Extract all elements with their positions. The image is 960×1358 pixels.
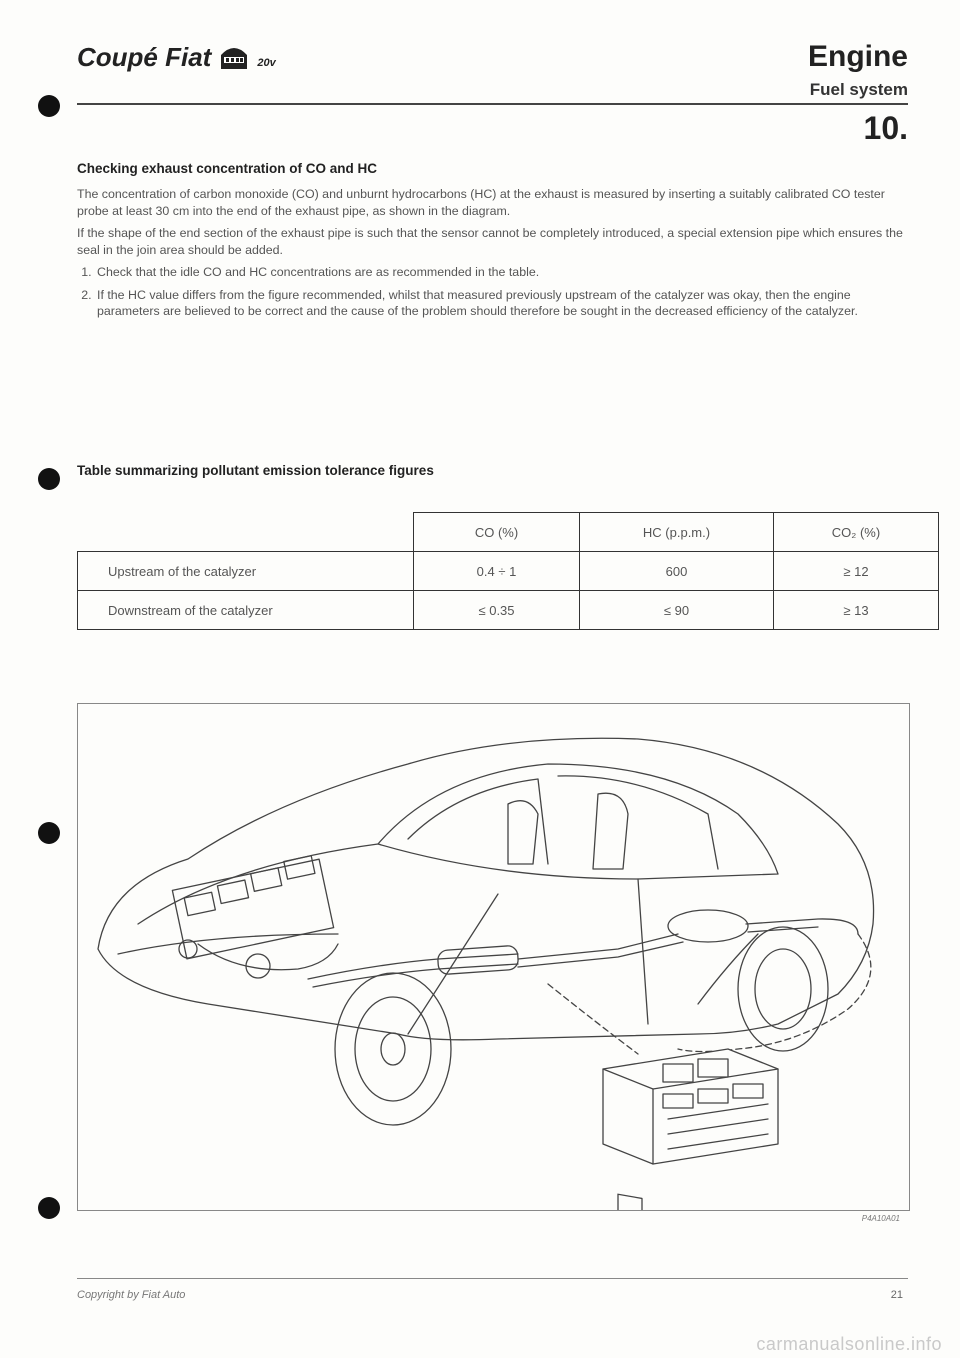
binder-hole [38, 468, 60, 490]
table-cell: ≥ 13 [774, 591, 939, 630]
steps-list [77, 264, 907, 320]
copyright-text: Copyright by Fiat Auto [77, 1289, 186, 1301]
table-cell: 600 [580, 552, 774, 591]
table-corner [78, 513, 414, 552]
watermark: carmanualsonline.info [756, 1334, 942, 1354]
table-row [78, 591, 939, 630]
section-heading: Checking exhaust concentration of CO and HC [77, 161, 378, 176]
header-rule [77, 103, 908, 105]
table-cell: ≤ 0.35 [414, 591, 580, 630]
table-cell: ≥ 12 [774, 552, 939, 591]
body-text [77, 186, 907, 326]
tolerance-table [77, 512, 939, 630]
page-number: 21 [890, 1289, 903, 1301]
table-cell: 0.4 ÷ 1 [414, 552, 580, 591]
binder-hole [38, 95, 60, 117]
binder-hole [38, 822, 60, 844]
brand-suffix: 20v [257, 56, 276, 69]
list-item: 2. If the HC value differs from the figure recommended, whilst that measured previously upstream of the catalyzer was okay, then the engine parameters are believed to be correct and the cause of the problem should therefore be sought in the decreased efficiency of the catalyzer. [95, 287, 907, 320]
row-label: Upstream of the catalyzer [78, 552, 414, 591]
fiat-logo-icon [217, 43, 251, 73]
brand-name: Coupé Fiat [77, 42, 212, 72]
figure-reference: P4A10A01 [861, 1214, 900, 1223]
list-item: 1. Check that the idle CO and HC concentrations are as recommended in the table. [95, 264, 907, 281]
table-row [78, 552, 939, 591]
brand-title [77, 42, 276, 73]
car-illustration [78, 704, 909, 1210]
paragraph: The concentration of carbon monoxide (CO) and unburnt hydrocarbons (HC) at the exhaust is measured by inserting a suitably calibrated CO tester probe at least 30 cm into the end of the exhaust pipe, as shown in the diagram. [77, 187, 885, 218]
table-cell: ≤ 90 [580, 591, 774, 630]
table-title: Table summarizing pollutant emission tolerance figures [77, 463, 434, 478]
column-header: HC (p.p.m.) [580, 513, 774, 552]
binder-hole [38, 1197, 60, 1219]
column-header: CO (%) [414, 513, 580, 552]
table-header-row [78, 513, 939, 552]
row-label: Downstream of the catalyzer [78, 591, 414, 630]
car-exhaust-diagram [77, 703, 910, 1211]
footer-rule [77, 1278, 908, 1279]
paragraph: If the shape of the end section of the exhaust pipe is such that the sensor cannot be completely introduced, a special extension pipe which ensures the seal in the join area should be added. [77, 226, 903, 257]
column-header: CO₂ (%) [774, 513, 939, 552]
subsection-title: Fuel system [809, 80, 908, 99]
section-title: Engine [807, 40, 908, 73]
section-number: 10. [863, 110, 908, 146]
